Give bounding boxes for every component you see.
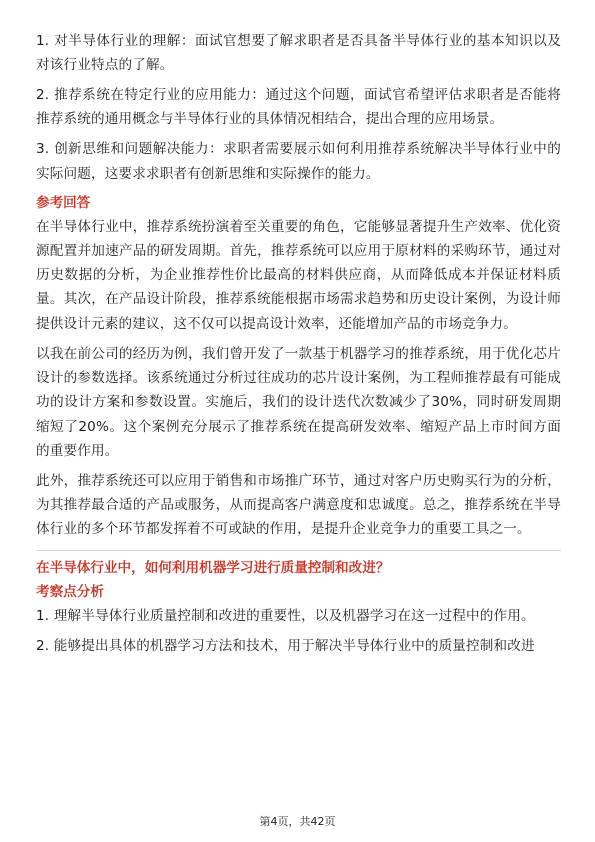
answer-paragraph-2: 以我在前公司的经历为例，我们曾开发了一款基于机器学习的推荐系统，用于优化芯片设计的参数选择。该系统通过分析过往成功的芯片设计案例，为工程师推荐最有可能成功的设计方案和参数设置。实施后，我们的设计迭代次数减少了30%，同时研发周期缩短了20%。这个案例充分展示了推荐系统在提高研发效率、缩短产品上市时间方面的重要作用。 bbox=[36, 345, 561, 459]
page-footer: 第4页，共42页 bbox=[259, 815, 336, 828]
point-item-1: 1. 对半导体行业的理解：面试官想要了解求职者是否具备半导体行业的基本知识以及对该行业特点的了解。 bbox=[36, 33, 561, 74]
answer-heading: 参考回答 bbox=[36, 194, 91, 211]
analysis-item-2: 2. 能够提出具体的机器学习方法和技术，用于解决半导体行业中的质量控制和改进 bbox=[36, 637, 535, 654]
analysis-heading: 考察点分析 bbox=[36, 583, 104, 600]
analysis-item-1: 1. 理解半导体行业质量控制和改进的重要性，以及机器学习在这一过程中的作用。 bbox=[36, 607, 535, 624]
point-item-2: 2. 推荐系统在特定行业的应用能力：通过这个问题，面试官希望评估求职者是否能将推荐系统的通用概念与半导体行业的具体情况相结合，提出合理的应用场景。 bbox=[36, 87, 561, 128]
page-content bbox=[36, 29, 561, 663]
answer-paragraph-3: 此外，推荐系统还可以应用于销售和市场推广环节，通过对客户历史购买行为的分析，为其推荐最合适的产品或服务，从而提高客户满意度和忠诚度。总之，推荐系统在半导体行业的多个环节都发挥着不可或缺的作用，是提升企业竞争力的重要工具之一。 bbox=[36, 472, 561, 538]
answer-paragraph-1: 在半导体行业中，推荐系统扮演着至关重要的角色，它能够显著提升生产效率、优化资源配置并加速产品的研发周期。首先，推荐系统可以应用于原材料的采购环节，通过对历史数据的分析，为企业推荐性价比最高的材料供应商，从而降低成本并保证材料质量。其次，在产品设计阶段，推荐系统能根据市场需求趋势和历史设计案例，为设计师提供设计元素的建议，这不仅可以提高设计效率，还能增加产品的市场竞争力。 bbox=[36, 218, 561, 332]
section-divider bbox=[36, 550, 561, 551]
question-title: 在半导体行业中，如何利用机器学习进行质量控制和改进？ bbox=[36, 559, 390, 576]
point-item-3: 3. 创新思维和问题解决能力：求职者需要展示如何利用推荐系统解决半导体行业中的实际问题，这要求求职者有创新思维和实际操作的能力。 bbox=[36, 141, 561, 182]
